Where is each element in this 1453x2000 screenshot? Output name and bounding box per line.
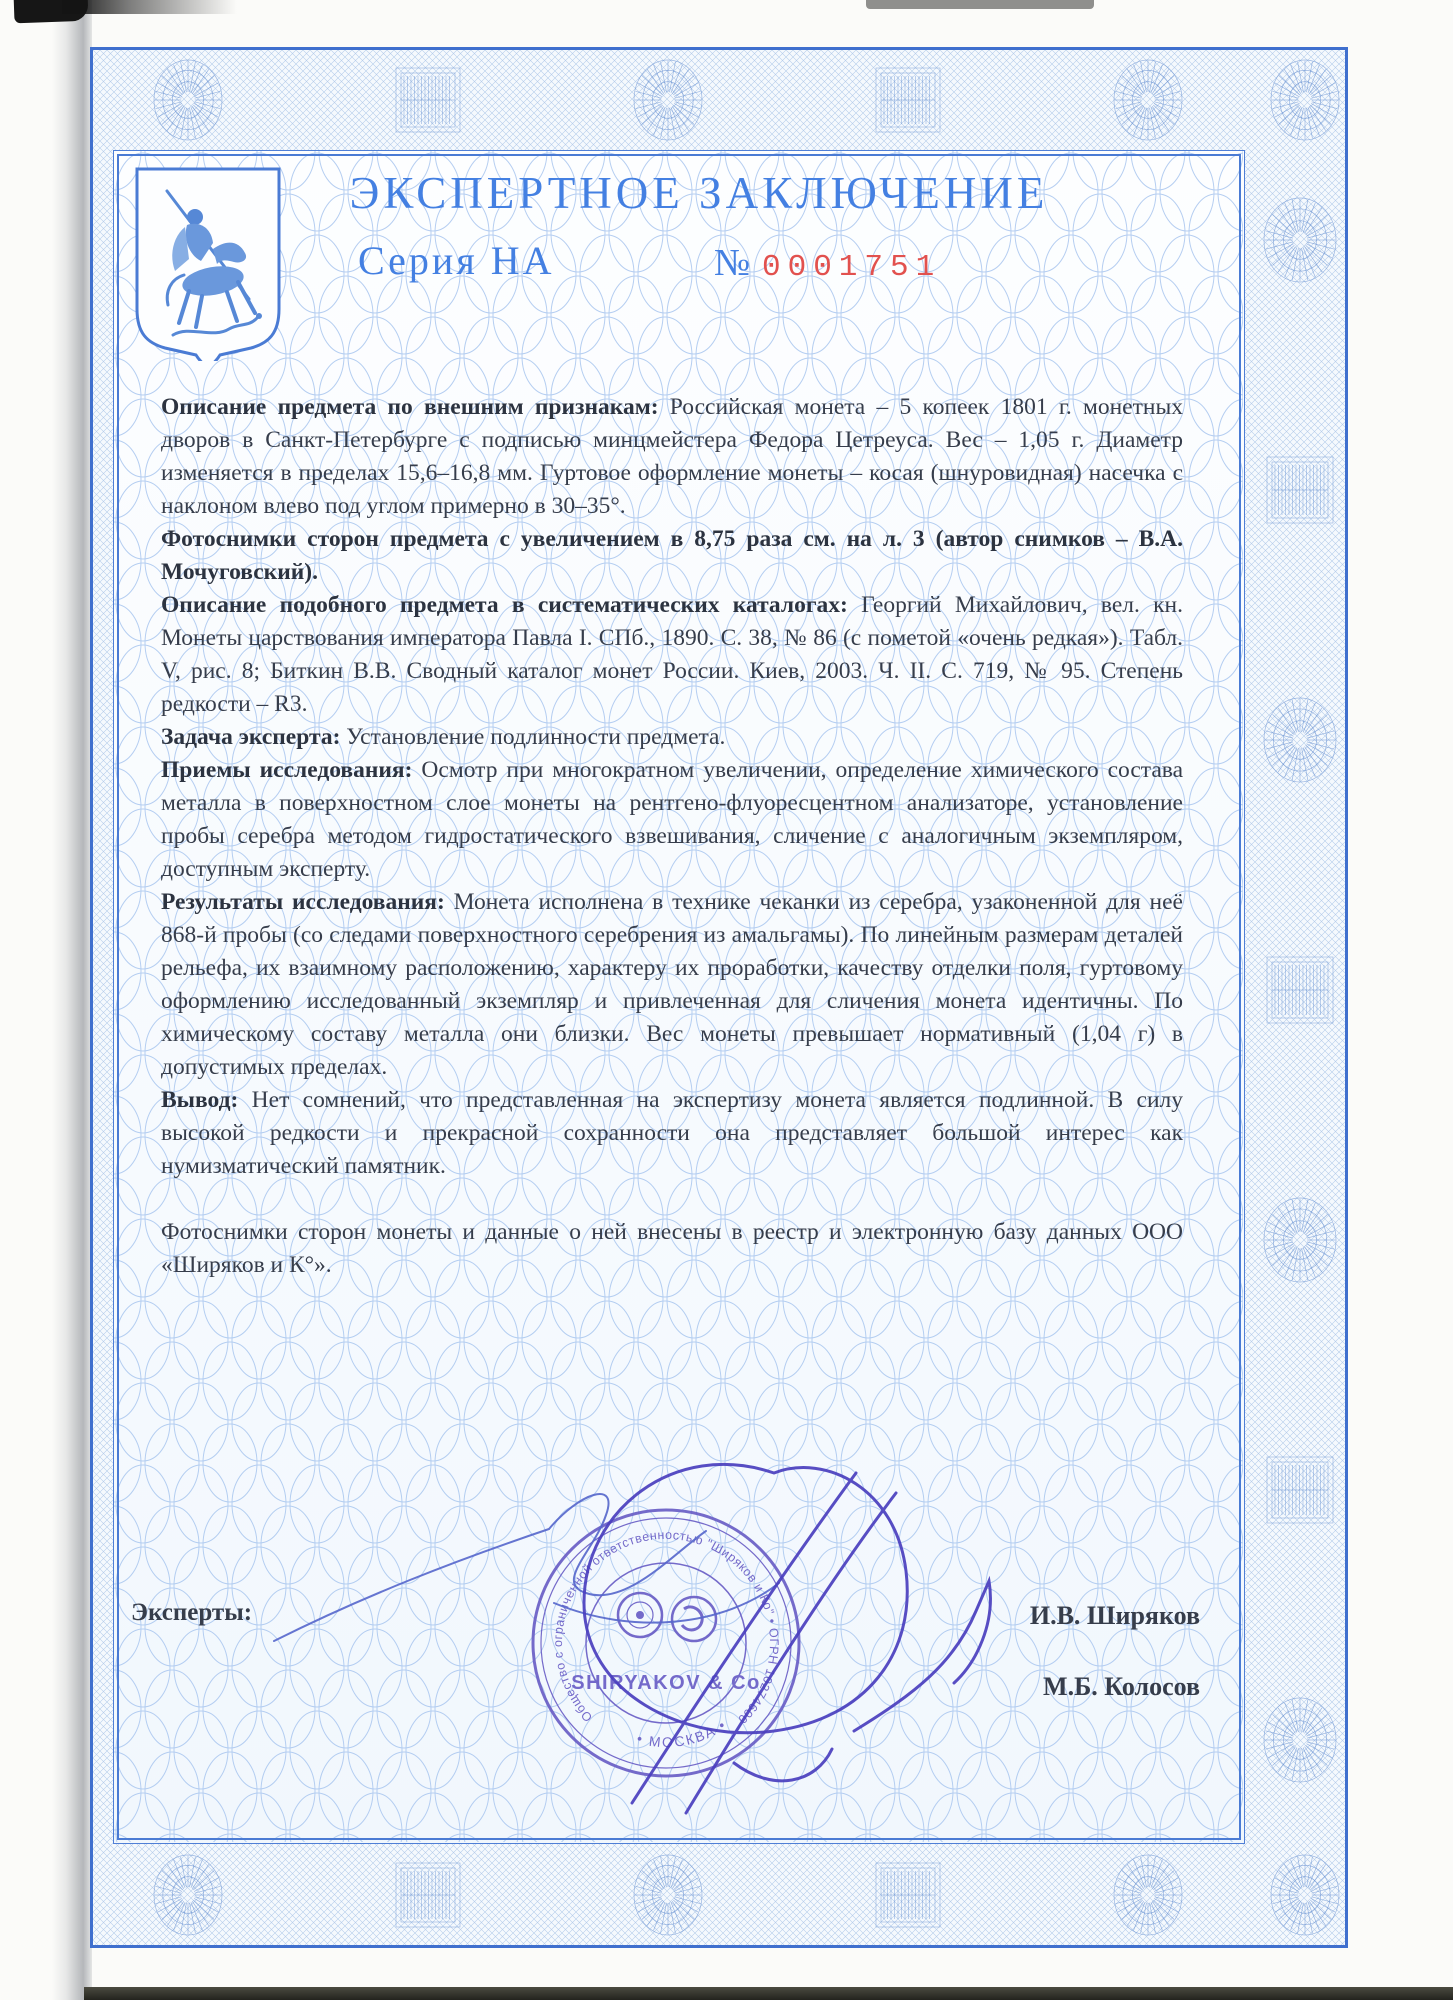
paragraph-text: Фотоснимки сторон монеты и данные о ней внесены в реестр и электронную базу данных ООО «Ширяков и К°». xyxy=(161,1219,1183,1278)
expert-names xyxy=(1030,1601,1200,1743)
paragraph-lead: Задача эксперта: xyxy=(161,724,341,750)
expert-name-kolosov: М.Б. Колосов xyxy=(1043,1672,1200,1701)
paragraph-description xyxy=(161,391,1183,523)
paragraph-task xyxy=(161,721,1183,754)
experts-label: Эксперты: xyxy=(131,1599,253,1626)
paragraph-registry xyxy=(161,1216,1183,1282)
paragraph-text: Осмотр при многократном увеличении, определение химического состава металла в поверхностном слое монеты на рентгено-флуоресцентном анализаторе, установление пробы серебра методом гидростатического взвешивания, сличение с аналогичным экземпляром, доступным эксперту. xyxy=(161,757,1184,882)
paragraph-text: Георгий Михайлович, вел. кн. Монеты царствования императора Павла I. СПб., 1890. С. 38, № 86 (с пометой «очень редкая»). Табл. V, рис. 8; Биткин В.В. Сводный каталог монет России. Киев, 2003. Ч. II. С. 719, № 95. Степень редкости – R3. xyxy=(161,592,1184,717)
scan-left-shadow xyxy=(52,0,92,2000)
paragraph-lead: Приемы исследования: xyxy=(161,757,413,783)
serial-number: 0001751 xyxy=(762,250,942,285)
coat-of-arms xyxy=(129,163,287,361)
stamp-city-text: • МОСКВА • xyxy=(635,1715,730,1751)
paragraph-conclusion xyxy=(161,1084,1183,1183)
coat-of-arms-icon xyxy=(129,163,287,361)
scan-artifact-strip xyxy=(866,0,1094,9)
paragraph-results xyxy=(161,886,1183,1084)
paragraph-catalogs xyxy=(161,589,1183,721)
paragraph-text: Монета исполнена в технике чеканки из серебра, узаконенной для неё 868-й пробы (со следами поверхностного серебрения из амальгамы). По линейным размерам деталей рельефа, их взаимному расположению, характеру их проработки, качеству отделки поля, гуртовому оформлению исследованный экземпляр и привлеченная для сличения монета идентичны. По химическому составу металла они близки. Вес монеты превышает нормативный (1,04 г) в допустимых пределах. xyxy=(161,889,1183,1080)
scan-artifact-bottom-strip xyxy=(84,1987,1453,2000)
scan-artifact-smear xyxy=(62,0,252,14)
stamp-ring-text: Общество с ограниченной ответственностью "Ширяков и Ко" • ОГРН 1027460022 xyxy=(550,1527,782,1727)
paragraph-lead: Описание подобного предмета в систематических каталогах: xyxy=(161,592,848,618)
paragraph-lead: Вывод: xyxy=(161,1087,239,1113)
paragraph-text: Российская монета – 5 копеек 1801 г. монетных дворов в Санкт-Петербурге с подписью минцмейстера Федора Цетреуса. Вес – 1,05 г. Диаметр изменяется в пределах 15,6–16,8 мм. Гуртовое оформление монеты – косая (шнуровидная) насечка с наклоном влево под углом примерно в 30–35°. xyxy=(161,394,1183,519)
paragraph-text: Установление подлинности предмета. xyxy=(340,724,726,750)
paragraph-lead: Описание предмета по внешним признакам: xyxy=(161,394,659,420)
certificate-inner-box xyxy=(113,150,1245,1844)
expert-name-shiryakov: И.В. Ширяков xyxy=(1029,1601,1200,1630)
series-label: Серия НА xyxy=(358,238,555,283)
certificate-page xyxy=(90,47,1348,1948)
stamp-center-text: SHIRYAKOV & Co xyxy=(571,1672,761,1694)
certificate-title: ЭКСПЕРТНОЕ ЗАКЛЮЧЕНИЕ xyxy=(349,168,1049,218)
paragraph-text: Нет сомнений, что представленная на экспертизу монета является подлинной. В силу высокой редкости и прекрасной сохранности она представляет большой интерес как нумизматический памятник. xyxy=(161,1087,1183,1179)
paragraph-methods xyxy=(161,754,1183,886)
paragraph-photos xyxy=(161,523,1183,589)
signature-ink xyxy=(254,1431,1034,1871)
paragraph-lead: Результаты исследования: xyxy=(161,889,445,915)
certificate-body xyxy=(161,391,1183,1282)
number-sign: № xyxy=(714,242,751,284)
paragraph-lead: Фотоснимки сторон предмета с увеличением в 8,75 раза см. на л. 3 (автор снимков – В.А. Мочуговский). xyxy=(161,526,1183,585)
